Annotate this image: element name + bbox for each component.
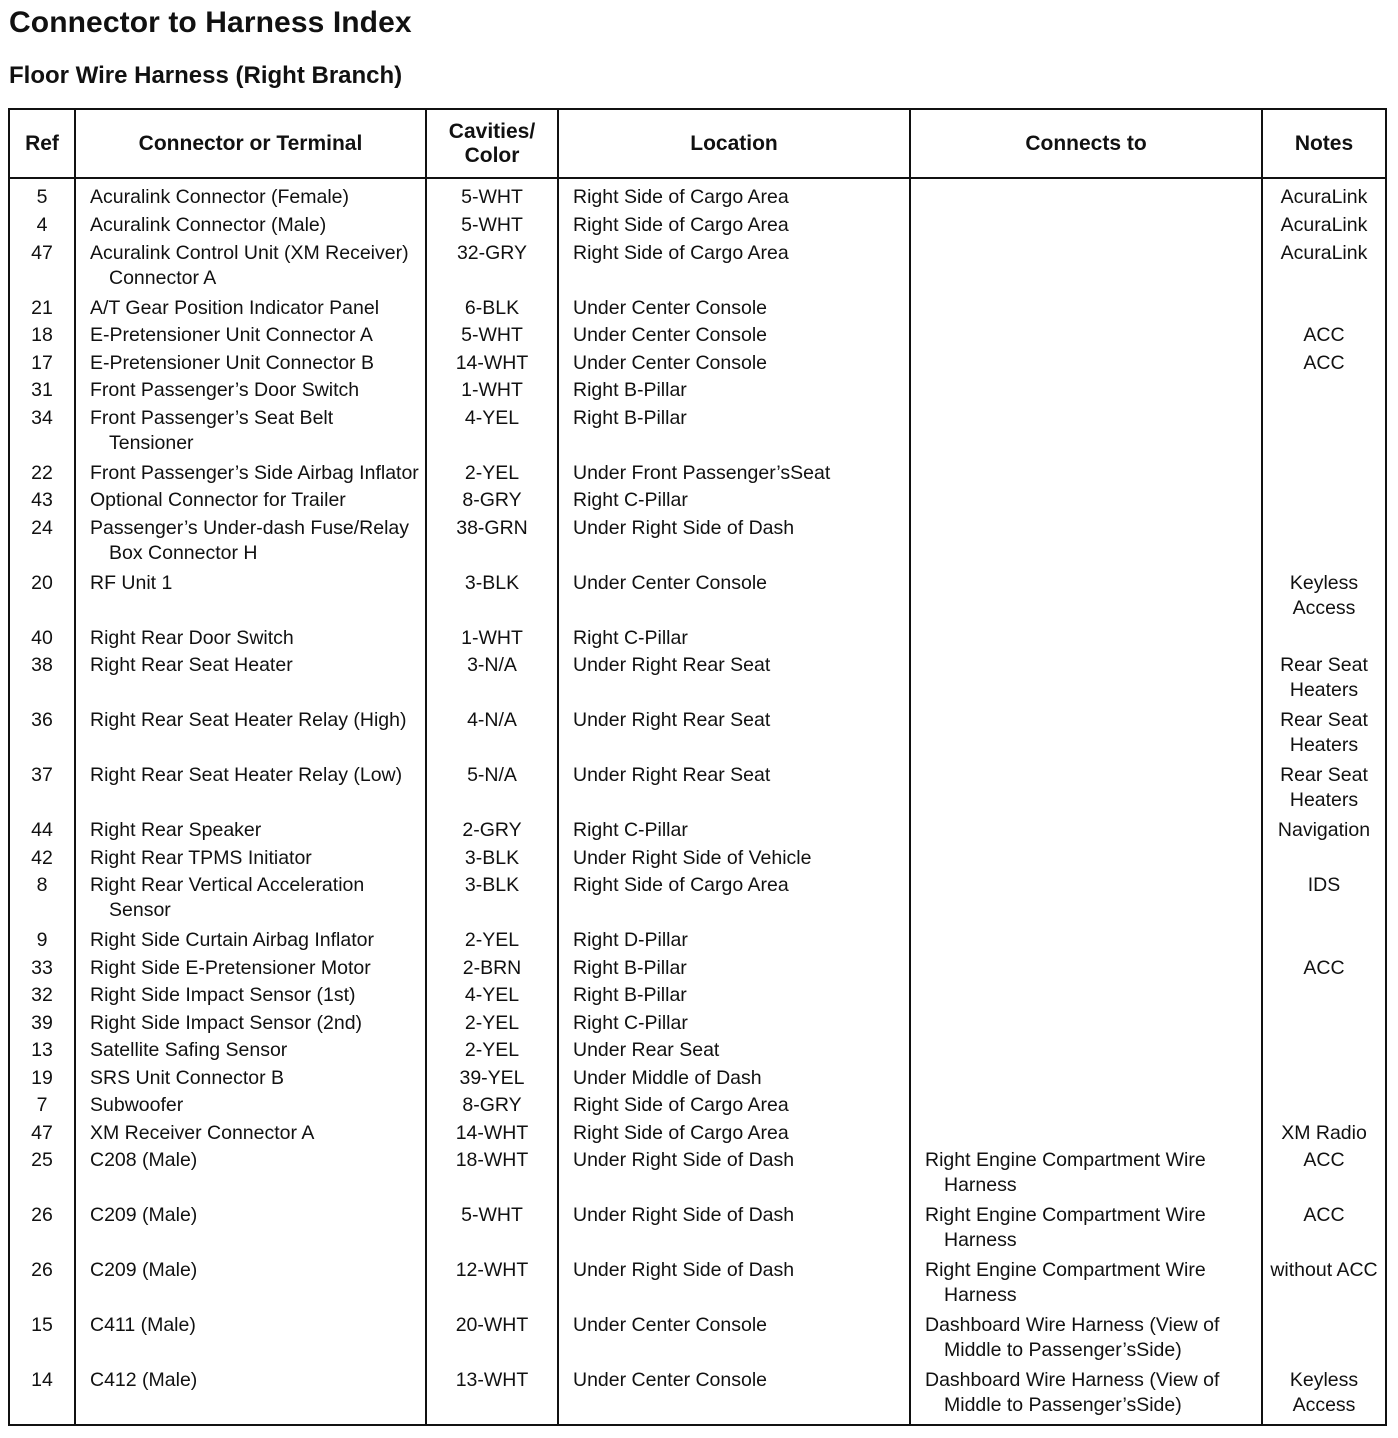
cell-ref: 14	[31, 1369, 53, 1392]
cell-notes	[1262, 296, 1386, 324]
cell-cavities: 5-WHT	[426, 1203, 558, 1258]
cell-location: Under Right Side of Dash	[558, 1258, 910, 1313]
cell-ref: 42	[31, 846, 53, 869]
cell-ref: 47	[31, 241, 53, 264]
cell-connector: Front Passenger’s Side Airbag Inflator	[75, 461, 426, 489]
header-cavities: Cavities/ Color	[426, 109, 558, 178]
cell-notes: Keyless Access	[1262, 1368, 1386, 1423]
cell-location: Under Center Console	[558, 323, 910, 351]
cell-notes: XM Radio	[1262, 1121, 1386, 1149]
cell-connects-to: Right Engine Compartment Wire Harness	[910, 1148, 1262, 1203]
cell-connector: Right Side Impact Sensor (2nd)	[75, 1011, 426, 1039]
cell-ref: 25	[31, 1149, 53, 1172]
cell-location: Right Side of Cargo Area	[558, 178, 910, 213]
cell-ref: 13	[31, 1039, 53, 1062]
cell-cavities: 6-BLK	[426, 296, 558, 324]
table-row	[9, 213, 1386, 241]
connector-index-table	[8, 108, 1387, 1426]
cell-connector: Right Rear Seat Heater Relay (High)	[75, 708, 426, 763]
cell-ref: 4	[36, 214, 48, 237]
cell-connects-to	[910, 708, 1262, 763]
cell-ref: 31	[31, 379, 53, 402]
cell-ref: 36	[31, 709, 53, 732]
cell-cavities: 8-GRY	[426, 488, 558, 516]
cell-cavities: 3-N/A	[426, 653, 558, 708]
cell-notes: Rear Seat Heaters	[1262, 763, 1386, 818]
table-row	[9, 1203, 1386, 1258]
cell-cavities: 3-BLK	[426, 873, 558, 928]
cell-notes: ACC	[1262, 323, 1386, 351]
cell-notes: Rear Seat Heaters	[1262, 708, 1386, 763]
cell-cavities: 3-BLK	[426, 571, 558, 626]
cell-notes: AcuraLink	[1262, 213, 1386, 241]
cell-connects-to: Dashboard Wire Harness (View of Middle to Passenger’sSide)	[910, 1313, 1262, 1368]
cell-connector: Right Rear Vertical Acceleration Sensor	[75, 873, 426, 928]
cell-location: Under Center Console	[558, 1368, 910, 1423]
cell-location: Right D-Pillar	[558, 928, 910, 956]
cell-connects-to	[910, 626, 1262, 654]
cell-cavities: 18-WHT	[426, 1148, 558, 1203]
cell-location: Right C-Pillar	[558, 818, 910, 846]
table-row	[9, 571, 1386, 626]
cell-connects-to	[910, 296, 1262, 324]
cell-location: Under Right Side of Vehicle	[558, 846, 910, 874]
cell-location: Under Right Rear Seat	[558, 763, 910, 818]
cell-connects-to	[910, 178, 1262, 213]
spacer-cell	[75, 1423, 426, 1425]
table-row	[9, 818, 1386, 846]
cell-ref: 18	[31, 324, 53, 347]
cell-ref: 22	[31, 461, 53, 484]
cell-connector: C412 (Male)	[75, 1368, 426, 1423]
cell-location: Under Center Console	[558, 296, 910, 324]
cell-connector: Right Side E-Pretensioner Motor	[75, 956, 426, 984]
cell-connects-to	[910, 1011, 1262, 1039]
header-connects-to: Connects to	[910, 109, 1262, 178]
table-row	[9, 873, 1386, 928]
cell-connects-to	[910, 406, 1262, 461]
cell-connects-to	[910, 323, 1262, 351]
cell-notes: without ACC	[1262, 1258, 1386, 1313]
cell-notes	[1262, 378, 1386, 406]
cell-cavities: 4-YEL	[426, 983, 558, 1011]
cell-ref: 7	[36, 1094, 48, 1117]
cell-location: Under Front Passenger’sSeat	[558, 461, 910, 489]
cell-connector: Right Side Curtain Airbag Inflator	[75, 928, 426, 956]
cell-location: Right B-Pillar	[558, 956, 910, 984]
table-row	[9, 516, 1386, 571]
cell-connector: Right Rear TPMS Initiator	[75, 846, 426, 874]
cell-cavities: 2-BRN	[426, 956, 558, 984]
table-row	[9, 708, 1386, 763]
cell-connects-to	[910, 516, 1262, 571]
cell-location: Right Side of Cargo Area	[558, 1093, 910, 1121]
table-row	[9, 1011, 1386, 1039]
page-title: Connector to Harness Index	[9, 6, 412, 39]
table-row	[9, 626, 1386, 654]
cell-location: Under Right Side of Dash	[558, 516, 910, 571]
cell-connector: XM Receiver Connector A	[75, 1121, 426, 1149]
cell-ref: 9	[36, 929, 48, 952]
cell-cavities: 1-WHT	[426, 626, 558, 654]
cell-notes: Navigation	[1262, 818, 1386, 846]
table-row	[9, 406, 1386, 461]
cell-ref: 15	[31, 1314, 53, 1337]
cell-cavities: 5-WHT	[426, 323, 558, 351]
cell-ref: 26	[31, 1204, 53, 1227]
cell-notes: ACC	[1262, 351, 1386, 379]
cell-location: Right Side of Cargo Area	[558, 873, 910, 928]
cell-connects-to	[910, 956, 1262, 984]
cell-cavities: 14-WHT	[426, 1121, 558, 1149]
cell-connector: E-Pretensioner Unit Connector B	[75, 351, 426, 379]
cell-connects-to	[910, 1038, 1262, 1066]
cell-connector: A/T Gear Position Indicator Panel	[75, 296, 426, 324]
cell-notes: Keyless Access	[1262, 571, 1386, 626]
cell-ref: 43	[31, 489, 53, 512]
cell-location: Under Right Rear Seat	[558, 653, 910, 708]
table-row	[9, 1313, 1386, 1368]
cell-connector: Right Rear Seat Heater Relay (Low)	[75, 763, 426, 818]
table-body	[9, 178, 1386, 1425]
cell-location: Right Side of Cargo Area	[558, 213, 910, 241]
cell-cavities: 20-WHT	[426, 1313, 558, 1368]
cell-connector: C209 (Male)	[75, 1203, 426, 1258]
cell-cavities: 2-YEL	[426, 1011, 558, 1039]
header-ref: Ref	[9, 109, 75, 178]
cell-cavities: 4-YEL	[426, 406, 558, 461]
cell-notes: IDS	[1262, 873, 1386, 928]
cell-cavities: 3-BLK	[426, 846, 558, 874]
cell-location: Under Center Console	[558, 571, 910, 626]
cell-ref: 40	[31, 626, 53, 649]
table-row	[9, 1148, 1386, 1203]
cell-cavities: 1-WHT	[426, 378, 558, 406]
table-row	[9, 488, 1386, 516]
cell-connects-to	[910, 846, 1262, 874]
cell-ref: 20	[31, 571, 53, 594]
cell-location: Under Middle of Dash	[558, 1066, 910, 1094]
cell-connector: Front Passenger’s Seat Belt Tensioner	[75, 406, 426, 461]
table-row	[9, 763, 1386, 818]
spacer-cell	[426, 1423, 558, 1425]
spacer-cell	[1262, 1423, 1386, 1425]
cell-connector: Front Passenger’s Door Switch	[75, 378, 426, 406]
spacer-cell	[558, 1423, 910, 1425]
cell-connects-to: Right Engine Compartment Wire Harness	[910, 1258, 1262, 1313]
cell-cavities: 5-N/A	[426, 763, 558, 818]
cell-connector: Acuralink Connector (Female)	[75, 178, 426, 213]
cell-cavities: 13-WHT	[426, 1368, 558, 1423]
cell-notes	[1262, 406, 1386, 461]
cell-connects-to	[910, 351, 1262, 379]
cell-notes	[1262, 461, 1386, 489]
table-row	[9, 928, 1386, 956]
header-notes: Notes	[1262, 109, 1386, 178]
cell-notes: AcuraLink	[1262, 178, 1386, 213]
cell-connects-to	[910, 571, 1262, 626]
cell-notes	[1262, 1066, 1386, 1094]
cell-cavities: 5-WHT	[426, 213, 558, 241]
cell-cavities: 38-GRN	[426, 516, 558, 571]
cell-connects-to	[910, 241, 1262, 296]
cell-notes	[1262, 846, 1386, 874]
cell-cavities: 8-GRY	[426, 1093, 558, 1121]
cell-connector: Right Rear Seat Heater	[75, 653, 426, 708]
cell-ref: 44	[31, 819, 53, 842]
cell-connects-to	[910, 213, 1262, 241]
cell-location: Right Side of Cargo Area	[558, 1121, 910, 1149]
cell-connector: Subwoofer	[75, 1093, 426, 1121]
cell-location: Under Right Rear Seat	[558, 708, 910, 763]
cell-cavities: 39-YEL	[426, 1066, 558, 1094]
cell-notes	[1262, 1093, 1386, 1121]
cell-location: Under Right Side of Dash	[558, 1203, 910, 1258]
cell-connects-to	[910, 873, 1262, 928]
cell-notes	[1262, 928, 1386, 956]
cell-ref: 5	[36, 186, 48, 208]
cell-connects-to	[910, 488, 1262, 516]
cell-location: Right C-Pillar	[558, 488, 910, 516]
table-row	[9, 178, 1386, 213]
cell-connector: C411 (Male)	[75, 1313, 426, 1368]
cell-cavities: 2-YEL	[426, 461, 558, 489]
cell-connector: C209 (Male)	[75, 1258, 426, 1313]
cell-ref: 34	[31, 406, 53, 429]
cell-location: Under Rear Seat	[558, 1038, 910, 1066]
cell-cavities: 2-YEL	[426, 1038, 558, 1066]
cell-cavities: 2-GRY	[426, 818, 558, 846]
cell-cavities: 2-YEL	[426, 928, 558, 956]
cell-location: Right B-Pillar	[558, 983, 910, 1011]
cell-connector: E-Pretensioner Unit Connector A	[75, 323, 426, 351]
cell-notes: ACC	[1262, 956, 1386, 984]
table-row	[9, 1093, 1386, 1121]
cell-cavities: 14-WHT	[426, 351, 558, 379]
cell-connects-to	[910, 378, 1262, 406]
cell-connector: Passenger’s Under-dash Fuse/Relay Box Connector H	[75, 516, 426, 571]
table-row	[9, 1038, 1386, 1066]
cell-notes	[1262, 1313, 1386, 1368]
table-row	[9, 461, 1386, 489]
cell-connects-to	[910, 763, 1262, 818]
table-row	[9, 1066, 1386, 1094]
cell-cavities: 12-WHT	[426, 1258, 558, 1313]
cell-ref: 19	[31, 1066, 53, 1089]
table-row	[9, 351, 1386, 379]
table-spacer-row	[9, 1423, 1386, 1425]
cell-connects-to	[910, 1121, 1262, 1149]
cell-connector: Right Rear Door Switch	[75, 626, 426, 654]
cell-ref: 47	[31, 1121, 53, 1144]
table-row	[9, 983, 1386, 1011]
cell-connector: Satellite Safing Sensor	[75, 1038, 426, 1066]
cell-connects-to	[910, 461, 1262, 489]
spacer-cell	[910, 1423, 1262, 1425]
table-row	[9, 323, 1386, 351]
cell-connects-to: Right Engine Compartment Wire Harness	[910, 1203, 1262, 1258]
spacer-cell	[9, 1423, 75, 1425]
cell-ref: 37	[31, 764, 53, 787]
cell-location: Under Right Side of Dash	[558, 1148, 910, 1203]
cell-location: Under Center Console	[558, 1313, 910, 1368]
cell-ref: 33	[31, 956, 53, 979]
cell-ref: 38	[31, 654, 53, 677]
table-row	[9, 296, 1386, 324]
cell-notes: ACC	[1262, 1148, 1386, 1203]
cell-connector: C208 (Male)	[75, 1148, 426, 1203]
cell-connects-to	[910, 653, 1262, 708]
cell-ref: 24	[31, 516, 53, 539]
cell-notes	[1262, 983, 1386, 1011]
table-row	[9, 1258, 1386, 1313]
cell-connector: Acuralink Control Unit (XM Receiver) Connector A	[75, 241, 426, 296]
cell-notes	[1262, 1011, 1386, 1039]
cell-connects-to: Dashboard Wire Harness (View of Middle to Passenger’sSide)	[910, 1368, 1262, 1423]
cell-connects-to	[910, 1093, 1262, 1121]
cell-connects-to	[910, 1066, 1262, 1094]
cell-cavities: 4-N/A	[426, 708, 558, 763]
header-connector: Connector or Terminal	[75, 109, 426, 178]
cell-ref: 8	[36, 874, 48, 897]
table-row	[9, 241, 1386, 296]
cell-connector: SRS Unit Connector B	[75, 1066, 426, 1094]
table-row	[9, 1368, 1386, 1423]
table-row	[9, 653, 1386, 708]
cell-ref: 26	[31, 1259, 53, 1282]
table-row	[9, 378, 1386, 406]
cell-location: Under Center Console	[558, 351, 910, 379]
cell-notes	[1262, 1038, 1386, 1066]
cell-notes: ACC	[1262, 1203, 1386, 1258]
header-row	[9, 109, 1386, 178]
cell-connector: Right Side Impact Sensor (1st)	[75, 983, 426, 1011]
cell-ref: 21	[31, 296, 53, 319]
cell-notes: AcuraLink	[1262, 241, 1386, 296]
cell-ref: 32	[31, 984, 53, 1007]
header-location: Location	[558, 109, 910, 178]
cell-cavities: 32-GRY	[426, 241, 558, 296]
cell-location: Right C-Pillar	[558, 626, 910, 654]
page-subtitle: Floor Wire Harness (Right Branch)	[9, 62, 403, 89]
cell-location: Right B-Pillar	[558, 378, 910, 406]
cell-connects-to	[910, 983, 1262, 1011]
cell-connector: RF Unit 1	[75, 571, 426, 626]
cell-ref: 39	[31, 1011, 53, 1034]
table-row	[9, 956, 1386, 984]
cell-notes	[1262, 488, 1386, 516]
cell-cavities: 5-WHT	[426, 178, 558, 213]
cell-connector: Acuralink Connector (Male)	[75, 213, 426, 241]
cell-location: Right Side of Cargo Area	[558, 241, 910, 296]
cell-ref: 17	[31, 351, 53, 374]
cell-location: Right C-Pillar	[558, 1011, 910, 1039]
cell-connector: Optional Connector for Trailer	[75, 488, 426, 516]
cell-connects-to	[910, 928, 1262, 956]
cell-connector: Right Rear Speaker	[75, 818, 426, 846]
cell-location: Right B-Pillar	[558, 406, 910, 461]
table-row	[9, 846, 1386, 874]
cell-notes	[1262, 626, 1386, 654]
cell-notes	[1262, 516, 1386, 571]
table-row	[9, 1121, 1386, 1149]
cell-notes: Rear Seat Heaters	[1262, 653, 1386, 708]
cell-connects-to	[910, 818, 1262, 846]
